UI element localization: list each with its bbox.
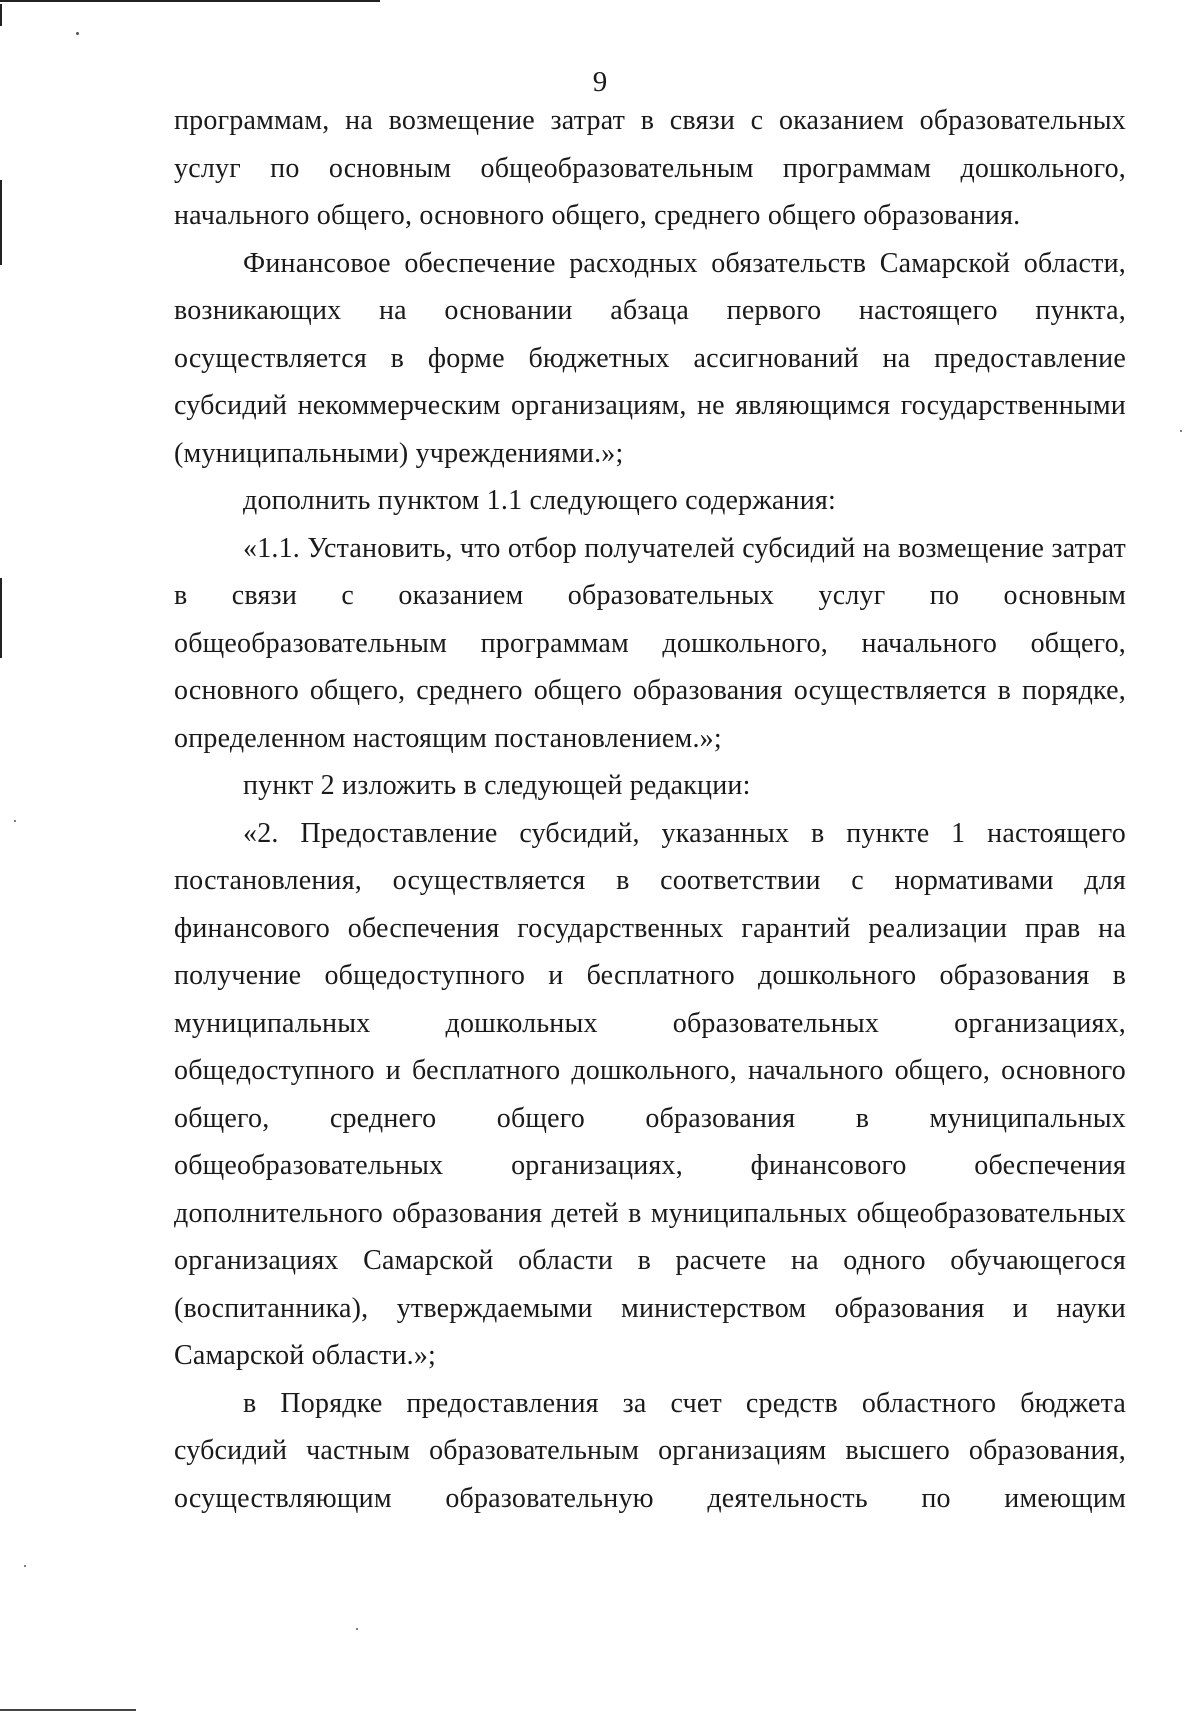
paragraph: в Порядке предоставления за счет средств областного бюджета субсидий частным образовательным организациям высшего образования, осуществляющим образовательную деятельность по имеющим xyxy=(174,1387,1126,1514)
scan-speck xyxy=(1180,430,1182,432)
scan-speck xyxy=(76,32,79,35)
scan-edge-line-top xyxy=(0,0,380,2)
scan-speck xyxy=(24,1565,26,1567)
paragraph: пункт 2 изложить в следующей редакции: xyxy=(243,770,751,801)
paragraph: программам, на возмещение затрат в связи с оказанием образовательных услуг по основным общеобразовательным программам дошкольного, начального общего, основного общего, среднего общего образования. xyxy=(174,105,1126,231)
scan-edge-mark xyxy=(0,578,2,658)
paragraph: дополнить пунктом 1.1 следующего содержания: xyxy=(243,485,836,516)
scan-speck xyxy=(14,820,16,822)
page-number: 9 xyxy=(592,66,608,98)
paragraph: Финансовое обеспечение расходных обязательств Самарской области, возникающих на основании абзаца первого настоящего пункта, осуществляется в форме бюджетных ассигнований на предоставление субсидий некоммерческим организациям, не являющимся государственными (муниципальными) учреждениями.»; xyxy=(174,247,1126,469)
paragraph: «1.1. Установить, что отбор получателей субсидий на возмещение затрат в связи с оказанием образовательных услуг по основным общеобразовательным программам дошкольного, начального общего, основного общего, среднего общего образования осуществляется в порядке, определенном настоящим постановлением.»; xyxy=(174,532,1126,754)
paragraph: «2. Предоставление субсидий, указанных в пункте 1 настоящего постановления, осуществляется в соответствии с нормативами для финансового обеспечения государственных гарантий реализации прав на получение общедоступного и бесплатного дошкольного образования в муниципальных дошкольных образовательных организациях, общедоступного и бесплатного дошкольного, начального общего, основного общего, среднего общего образования в муниципальных общеобразовательных организациях, финансового обеспечения дополнительного образования детей в муниципальных общеобразовательных организациях Самарской области в расчете на одного обучающегося (воспитанника), утверждаемыми министерством образования и науки Самарской области.»; xyxy=(174,817,1126,1371)
scan-edge-mark xyxy=(0,4,2,26)
scan-edge-mark xyxy=(0,180,2,265)
scan-speck xyxy=(356,1628,358,1630)
document-body xyxy=(174,97,1126,1522)
